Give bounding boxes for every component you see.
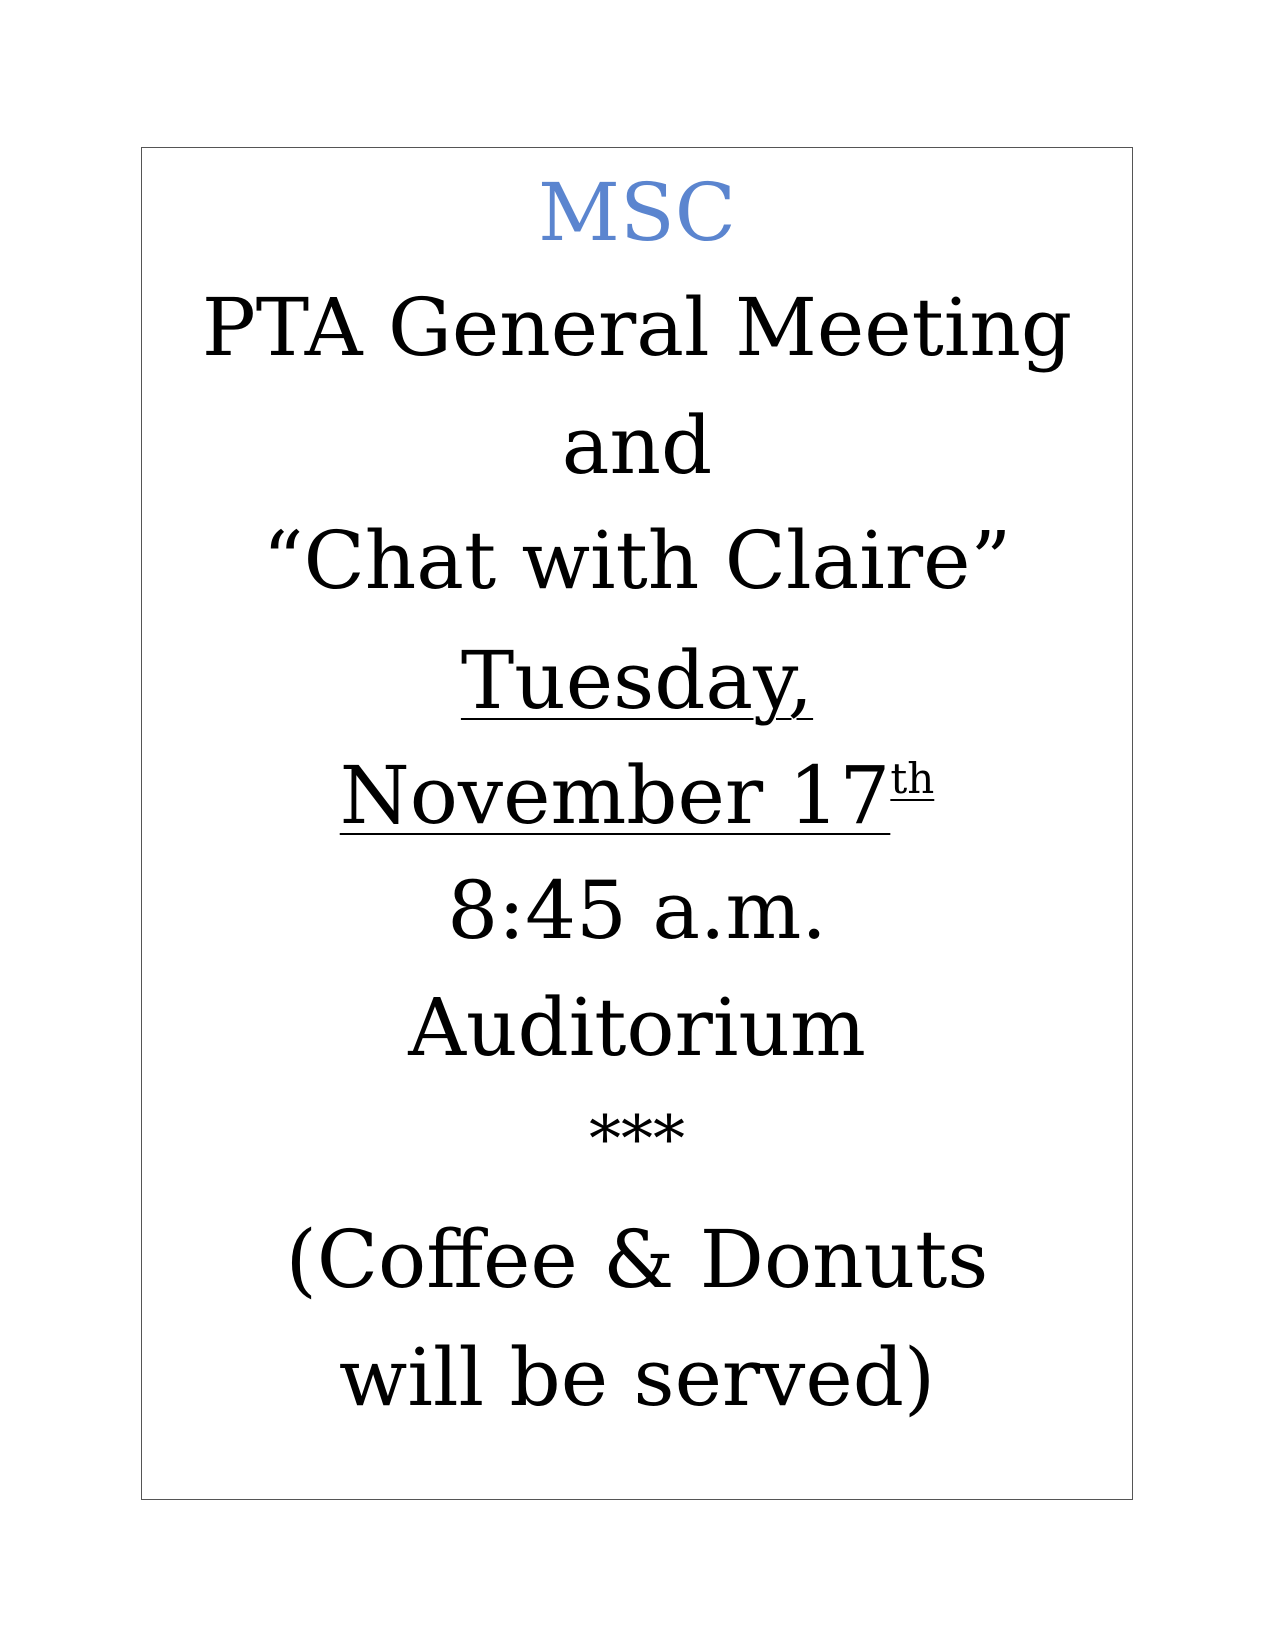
date-suffix-text: th	[890, 754, 935, 803]
meeting-title: PTA General Meeting	[201, 281, 1073, 374]
meeting-time: 8:45 a.m.	[447, 864, 827, 957]
flyer-border-box	[141, 147, 1133, 1500]
separator-stars: ***	[589, 1103, 685, 1177]
org-text: MSC	[538, 166, 736, 259]
conjunction-text: and	[561, 399, 713, 492]
meeting-day	[142, 634, 1132, 727]
meeting-location: Auditorium	[408, 981, 866, 1074]
refreshments-note-line-2: will be served)	[338, 1331, 936, 1424]
date-main-text: November 17	[339, 749, 891, 842]
event-name: “Chat with Claire”	[262, 514, 1012, 607]
organization-name	[142, 166, 1132, 259]
refreshments-note-line-1: (Coffee & Donuts	[285, 1213, 989, 1306]
meeting-date	[142, 749, 1132, 842]
day-text: Tuesday,	[460, 634, 814, 727]
